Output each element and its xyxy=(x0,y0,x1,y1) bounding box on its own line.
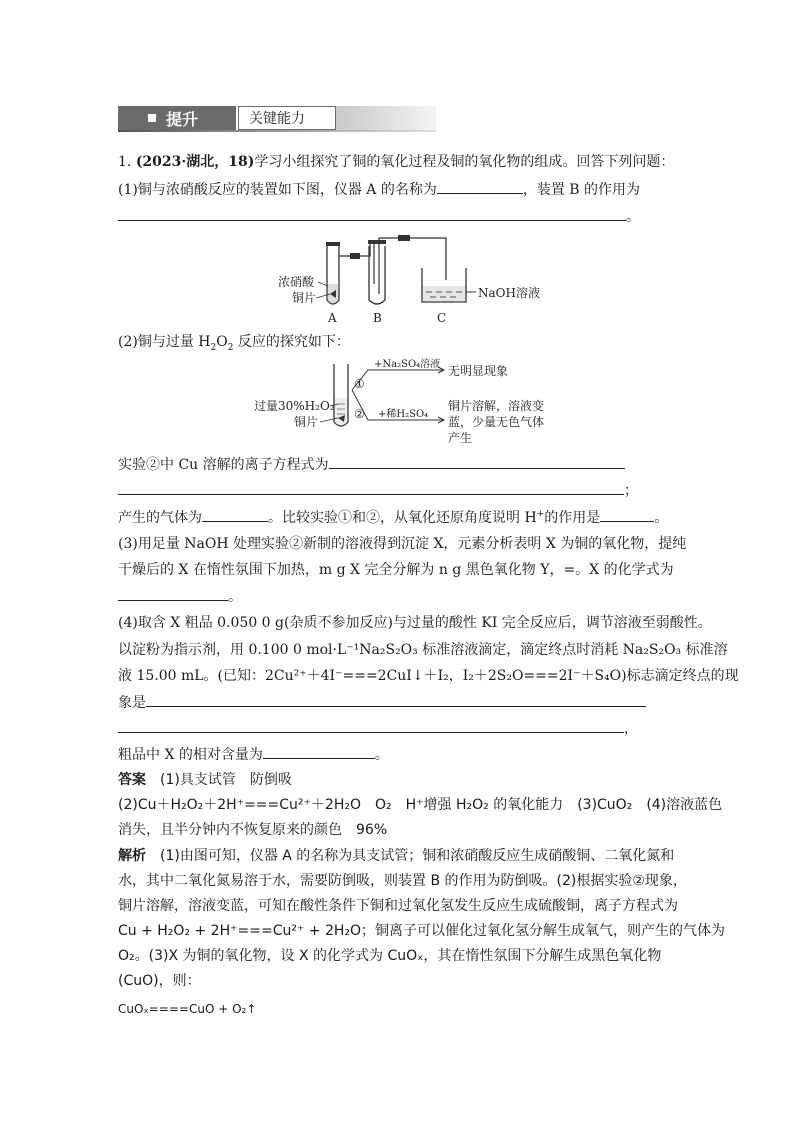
comma: ， xyxy=(624,721,638,737)
analysis-label: 解析 xyxy=(118,848,146,864)
apparatus-figure xyxy=(270,234,560,328)
stopper-a xyxy=(326,242,340,246)
answer-blank xyxy=(118,718,624,733)
result-2-line2: 蓝，少量无色气体 xyxy=(448,415,545,429)
analysis-text-1: (1)由图可知，仪器 A 的名称为具支试管；铜和浓硝酸反应生成硝酸铜、二氧化氮和 xyxy=(146,848,675,864)
analysis-line5: O₂。(3)X 为铜的氧化物，设 X 的化学式为 CuOₓ，其在惰性氛围下分解生成黑色氧化物 xyxy=(118,948,662,964)
result-1: 无明显现象 xyxy=(448,364,509,378)
section-tag xyxy=(118,106,236,130)
answer-blank xyxy=(118,586,228,601)
stopper-b xyxy=(368,240,386,244)
circle-2: ② xyxy=(354,407,365,421)
connector-bc xyxy=(398,235,410,241)
result-2-line3: 产生 xyxy=(448,431,473,445)
reagent-2: +稀H₂SO₄ xyxy=(378,409,429,420)
question-number: 1. xyxy=(118,154,132,170)
gas-text-a: 产生的气体为 xyxy=(118,510,202,526)
square-bullet-icon xyxy=(148,114,156,122)
question-stem-text: 学习小组探究了铜的氧化过程及铜的氧化物的组成。回答下列问题： xyxy=(254,154,675,170)
sub-2: 2 xyxy=(210,342,217,353)
answer-blank xyxy=(329,454,625,469)
answer-blank xyxy=(118,206,626,221)
analysis-line2: 水，其中二氧化氮易溶于水，需要防倒吸，则装置 B 的作用为防倒吸。(2)根据实验②现象， xyxy=(118,873,687,889)
answer-text-1: (1)具支试管 防倒吸 xyxy=(160,772,292,788)
answer-blank xyxy=(437,179,523,194)
analysis-line4: Cu + H₂O₂ + 2H⁺===Cu²⁺ + 2H₂O；铜离子可以催化过氧化氢分解生成氧气，则产生的气体为 xyxy=(118,923,726,939)
part4-text: 象是 xyxy=(118,695,146,711)
gas-line xyxy=(118,507,668,528)
part4-line4 xyxy=(118,692,646,713)
answer-blank xyxy=(146,692,646,707)
connector-ab xyxy=(350,253,360,259)
part1-line xyxy=(118,179,640,200)
part3-line2: 干燥后的 X 在惰性氛围下加热，m g X 完全分解为 n g 黑色氧化物 Y，=。X 的化学式为 xyxy=(118,562,674,578)
question-source: (2023·湖北，18) xyxy=(135,154,255,170)
part4-line6 xyxy=(118,744,389,765)
label-a: A xyxy=(328,311,337,325)
header-fade xyxy=(336,106,436,130)
answer-blank xyxy=(118,480,624,495)
part4-line1: (4)取含 X 粗品 0.050 0 g(杂质不参加反应)与过量的酸性 KI 完全反应后，调节溶液至弱酸性。 xyxy=(118,615,712,631)
result-2-line1: 铜片溶解，溶液变 xyxy=(448,399,545,413)
reagent-1: +Na₂SO₄溶液 xyxy=(374,359,441,370)
experiment-figure xyxy=(246,358,566,450)
part3-line3 xyxy=(118,586,242,607)
analysis-line3: 铜片溶解，溶液变蓝，可知在酸性条件下铜和过氧化氢发生反应生成硫酸铜，离子方程式为 xyxy=(118,898,678,914)
part1-line2 xyxy=(118,206,640,227)
label-b: B xyxy=(373,311,382,325)
gas-text-b: 。比较实验①和②，从氧化还原角度说明 H xyxy=(268,510,537,526)
period: 。 xyxy=(228,589,242,605)
label-naoh: NaOH溶液 xyxy=(478,286,540,300)
end-mark: 。 xyxy=(626,209,640,225)
part2-text: (2)铜与过量 H xyxy=(118,334,211,350)
sub-2b: 2 xyxy=(227,342,234,353)
question-stem xyxy=(118,152,674,172)
section-tag-label: 提升 xyxy=(166,110,199,129)
analysis-line1 xyxy=(118,846,674,866)
answer-line1 xyxy=(118,770,292,790)
label-copper: 铜片 xyxy=(292,291,317,305)
part4-line2: 以淀粉为指示剂，用 0.100 0 mol·L⁻¹Na₂S₂O₃ 标准溶液滴定，滴定终点时消耗 Na₂S₂O₃ 标准溶 xyxy=(118,642,728,658)
part1-text-b: ，装置 B 的作用为 xyxy=(522,182,641,198)
part2-end: 反应的探究如下： xyxy=(233,334,350,350)
label-h2o2: 过量30%H₂O₂ xyxy=(254,399,335,413)
circle-1: ① xyxy=(354,377,365,391)
tube-b xyxy=(369,246,385,304)
answer-line2: (2)Cu＋H₂O₂＋2H⁺===Cu²⁺＋2H₂O O₂ H⁺增强 H₂O₂ 的氧化能力 (3)CuO₂ (4)溶液蓝色 xyxy=(118,797,723,813)
section-header xyxy=(118,104,436,132)
answer-line3: 消失，且半分钟内不恢复原来的颜色 96% xyxy=(118,822,388,838)
part2-mid: O xyxy=(216,334,228,350)
section-subtitle-box xyxy=(238,106,336,130)
answer-blank xyxy=(263,744,375,759)
label-copper-2: 铜片 xyxy=(294,415,319,429)
part4-text-6: 粗品中 X 的相对含量为 xyxy=(118,747,263,763)
period: 。 xyxy=(654,510,669,526)
part2-line xyxy=(118,332,350,352)
semicolon: ； xyxy=(624,483,638,499)
label-acid: 浓硝酸 xyxy=(278,275,315,289)
part3-line1: (3)用足量 NaOH 处理实验②新制的溶液得到沉淀 X，元素分析表明 X 为铜的氧化物，提纯 xyxy=(118,536,687,552)
part4-line3: 液 15.00 mL。(已知：2Cu²⁺＋4I⁻===2CuI↓＋I₂，I₂＋2S₂O===2I⁻＋S₄O)标志滴定终点的现 xyxy=(118,668,739,684)
period: 。 xyxy=(374,747,389,763)
part4-line5 xyxy=(118,718,638,739)
gas-text-c: 的作用是 xyxy=(544,510,601,526)
answer-blank xyxy=(600,507,654,522)
section-subtitle: 关键能力 xyxy=(249,111,305,127)
header-underline xyxy=(118,130,436,132)
answer-label: 答案 xyxy=(118,772,146,788)
exp2-line2 xyxy=(118,480,638,501)
part1-text-a: (1)铜与浓硝酸反应的装置如下图，仪器 A 的名称为 xyxy=(118,182,437,198)
label-c: C xyxy=(437,311,447,325)
analysis-line6: (CuO)，则： xyxy=(118,973,201,989)
analysis-equation: CuOₓ====CuO + O₂↑ xyxy=(118,1002,257,1016)
exp2-text: 实验②中 Cu 溶解的离子方程式为 xyxy=(118,457,329,473)
answer-blank xyxy=(202,507,268,522)
gas-sup: + xyxy=(536,509,545,520)
exp2-line xyxy=(118,454,625,475)
